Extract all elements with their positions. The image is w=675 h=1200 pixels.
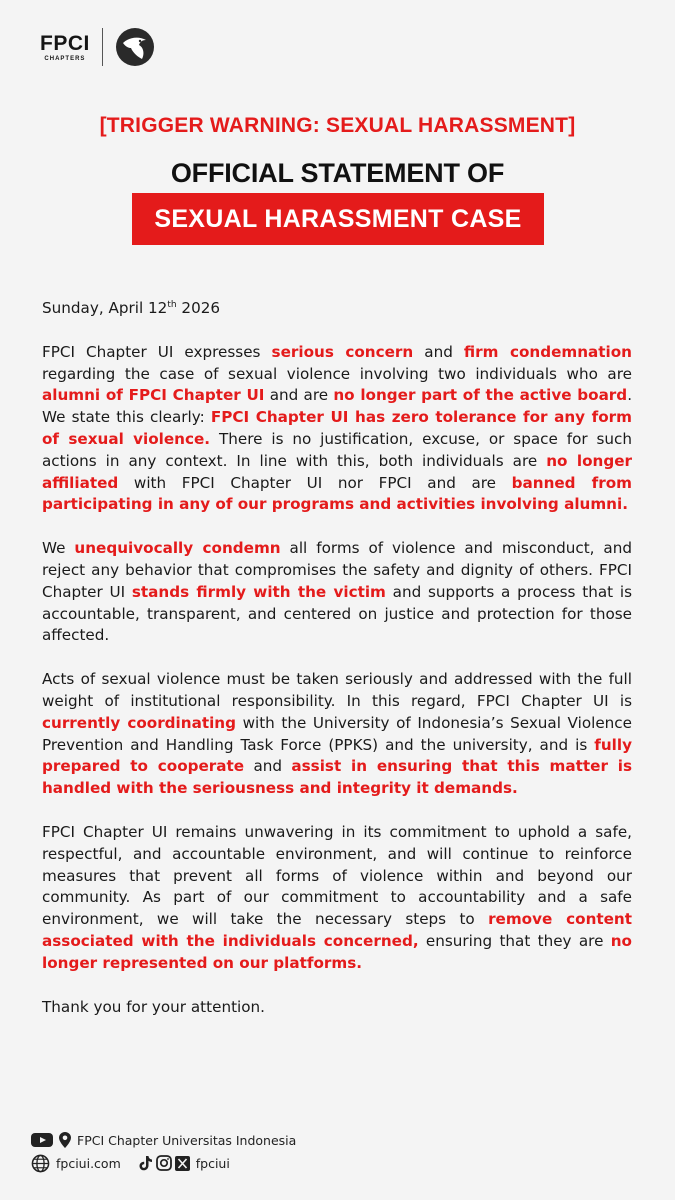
- location-pin-icon: [59, 1132, 71, 1148]
- paragraph-2: We unequivocally condemn all forms of violence and misconduct, and reject any behavior that compromises the safety and dignity of others. FPCI Chapter UI stands firmly with the victim and supports a process that is accountable, transparent, and centered on justice and protection for those affected.: [42, 539, 632, 645]
- closing-line: Thank you for your attention.: [42, 997, 265, 1016]
- statement-date: Sunday, April 12th 2026: [42, 299, 221, 317]
- instagram-icon[interactable]: [156, 1155, 172, 1171]
- tiktok-icon[interactable]: [139, 1155, 153, 1171]
- statement-body: [42, 298, 632, 1040]
- footer-website[interactable]: fpciui.com: [56, 1155, 121, 1171]
- brand-logo: [40, 27, 155, 67]
- title-banner: [132, 193, 544, 245]
- logo-divider: [102, 28, 103, 66]
- logo-subtitle: CHAPTERS: [44, 55, 86, 62]
- globe-icon: [31, 1154, 50, 1173]
- youtube-icon[interactable]: [31, 1132, 53, 1148]
- footer-location-name: FPCI Chapter Universitas Indonesia: [77, 1132, 297, 1148]
- page-title: OFFICIAL STATEMENT OF: [170, 158, 505, 188]
- banner-text: SEXUAL HARASSMENT CASE: [154, 204, 522, 233]
- logo-wordmark: FPCI: [40, 31, 90, 55]
- paragraph-1: FPCI Chapter UI expresses serious concern and firm condemnation regarding the case of sexual violence involving two individuals who are alumni of FPCI Chapter UI and are no longer part of the active board. We state this clearly: FPCI Chapter UI has zero tolerance for any form of sexual violence. There is no justification, excuse, or space for such actions in any context. In line with this, both individuals are no longer affiliated with FPCI Chapter UI nor FPCI and are banned from participating in any of our programs and activities involving alumni.: [42, 342, 633, 514]
- footer-handle[interactable]: fpciui: [195, 1155, 230, 1171]
- footer: [31, 1130, 296, 1176]
- footer-social-row: [31, 1153, 296, 1173]
- paragraph-4: FPCI Chapter UI remains unwavering in its commitment to uphold a safe, respectful, and accountable environment, and will continue to reinforce measures that prevent all forms of violence within and beyond our community. As part of our commitment to accountability and a safe environment, we will take the necessary steps to remove content associated with the individuals concerned, ensuring that they are no longer represented on our platforms.: [42, 822, 633, 972]
- footer-location-row: [31, 1130, 296, 1150]
- x-icon[interactable]: [175, 1156, 190, 1171]
- trigger-warning: [TRIGGER WARNING: SEXUAL HARASSMENT]: [99, 114, 576, 137]
- eagle-emblem-icon: [115, 27, 155, 67]
- paragraph-3: Acts of sexual violence must be taken seriously and addressed with the full weight of institutional responsibility. In this regard, FPCI Chapter UI is currently coordinating with the University of Indonesia’s Sexual Violence Prevention and Handling Task Force (PPKS) and the university, and is fully prepared to cooperate and assist in ensuring that this matter is handled with the seriousness and integrity it demands.: [42, 670, 633, 798]
